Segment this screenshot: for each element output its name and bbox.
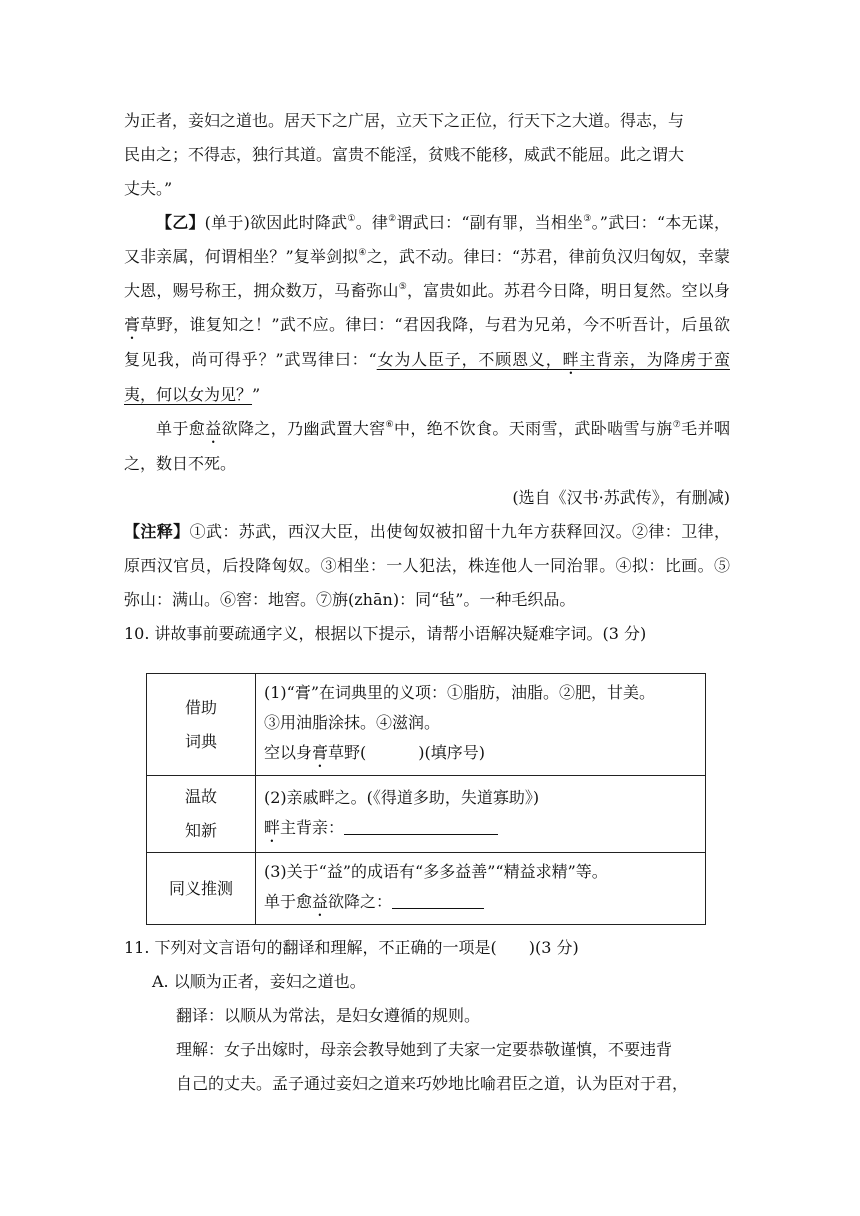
table-row-content: (3)关于“益”的成语有“多多益善”“精益求精”等。 单于愈益欲降之： — [256, 853, 706, 925]
table-row — [147, 853, 706, 925]
question-10: 10. 讲故事前要疏通字义，根据以下提示，请帮小语解决疑难字词。(3 分) — [124, 624, 647, 643]
table-row-label: 温故 知新 — [147, 776, 256, 853]
table-row — [147, 674, 706, 776]
footnote-marker: ② — [388, 214, 397, 224]
table-row-label: 同义推测 — [147, 853, 256, 925]
underlined-sentence: 女为人臣子，不顾恩义，畔主背亲，为降虏于蛮夷，何以女为见？ — [124, 350, 730, 404]
table-row-label: 借助 词典 — [147, 674, 256, 776]
notes: 【注释】①武：苏武，西汉大臣，出使匈奴被扣留十九年方获释回汉。②律：卫律，原西汉官员，后投降匈奴。③相坐：一人犯法，株连他人一同治罪。④拟：比画。⑤弥山：满山。⑥窖：地窖。⑦旃(zhān)：同“毡”。一种毛织品。 — [124, 522, 730, 609]
document-page — [124, 104, 730, 1101]
passage-yi-paragraph: 【乙】(单于)欲因此时降武①。律②谓武曰：“副有罪，当相坐③。”武曰：“本无谋，又非亲属，何谓相坐？”复举剑拟④之，武不动。律曰：“苏君，律前负汉归匈奴，幸蒙大恩，赐号称王，拥众数万，马畜弥山⑤，富贵如此。苏君今日降，明日复然。空以身膏草野，谁复知之！”武不应。律曰：“君因我降，与君为兄弟，今不听吾计，后虽欲复见我，尚可得乎？”武骂律曰：“女为人臣子，不顾恩义，畔主背亲，为降虏于蛮夷，何以女为见？” — [124, 213, 730, 404]
emphasized-char: 膏 — [312, 743, 329, 762]
answer-blank[interactable] — [392, 890, 484, 909]
footnote-marker: ④ — [358, 248, 367, 258]
option-a: A. 以顺为正者，妾妇之道也。 — [152, 972, 366, 991]
answer-blank[interactable] — [344, 816, 498, 835]
emphasized-char: 益 — [205, 419, 222, 438]
vocab-table — [146, 673, 706, 925]
question-11: 11. 下列对文言语句的翻译和理解，不正确的一项是( )(3 分) — [124, 938, 579, 957]
notes-label: 【注释】 — [124, 522, 190, 541]
emphasized-char: 膏 — [124, 315, 141, 334]
passage-source: (选自《汉书·苏武传》，有删减) — [512, 488, 730, 507]
emphasized-char: 益 — [312, 892, 329, 911]
table-row-content: (2)亲戚畔之。(《得道多助，失道寡助》) 畔主背亲： — [256, 776, 706, 853]
emphasized-char: 畔 — [562, 350, 580, 369]
passage-paragraph: 单于愈益欲降之，乃幽武置大窖⑥中，绝不饮食。天雨雪，武卧啮雪与旃⑦毛并咽之，数日不死。 — [124, 419, 730, 473]
footnote-marker: ⑥ — [385, 420, 394, 430]
footnote-marker: ⑤ — [398, 282, 407, 292]
emphasized-char: 畔 — [264, 817, 281, 837]
passage-line: 丈夫。” — [124, 179, 173, 198]
passage-line: 民由之；不得志，独行其道。富贵不能淫，贫贱不能移，威武不能屈。此之谓大 — [124, 145, 685, 164]
footnote-marker: ① — [347, 214, 356, 224]
footnote-marker: ⑦ — [672, 420, 682, 430]
footnote-marker: ③ — [583, 214, 592, 224]
table-row-content: (1)“膏”在词典里的义项：①脂肪，油脂。②肥，甘美。 ③用油脂涂抹。④滋润。 空以身膏草野( )(填序号) — [256, 674, 706, 776]
option-a-translation: 翻译：以顺从为常法，是妇女遵循的规则。 — [176, 1006, 481, 1025]
passage-line: 为正者，妾妇之道也。居天下之广居，立天下之正位，行天下之大道。得志，与 — [124, 111, 685, 130]
option-a-understanding: 自己的丈夫。孟子通过妾妇之道来巧妙地比喻君臣之道，认为臣对于君， — [176, 1074, 689, 1093]
option-a-understanding: 理解：女子出嫁时，母亲会教导她到了夫家一定要恭敬谨慎，不要违背 — [176, 1040, 673, 1059]
section-label-yi: 【乙】 — [156, 213, 205, 232]
table-row — [147, 776, 706, 853]
